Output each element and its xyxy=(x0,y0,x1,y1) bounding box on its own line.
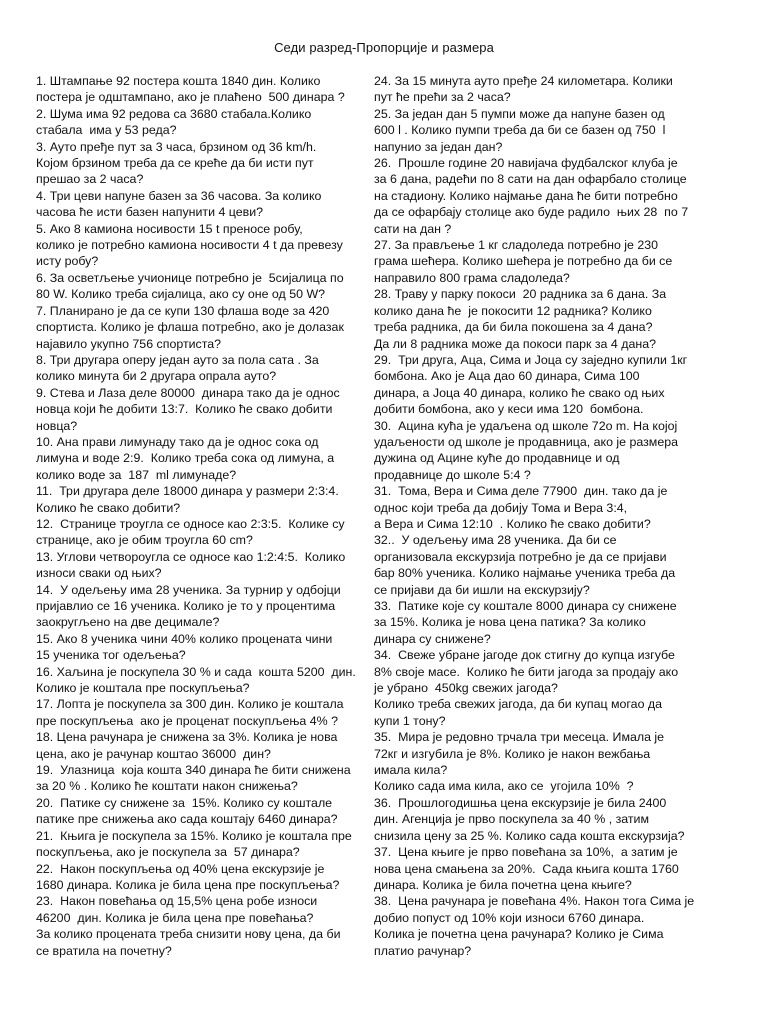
text-line: спортиста. Колико је флаша потребно, ако је долазак xyxy=(36,320,344,335)
text-line: 72кг и изгубила је 8%. Колико је након вежбања xyxy=(374,746,651,761)
text-line: динара су снижене? xyxy=(374,631,491,646)
text-line: 5. Ако 8 камиона носивости 15 t преносе робу, xyxy=(36,221,303,236)
text-line: 27. За прављење 1 кг сладоледа потребно је 230 xyxy=(374,238,659,253)
text-line: исту робу? xyxy=(36,254,99,269)
text-line: напунио за један дан? xyxy=(374,139,503,154)
text-line: 3. Ауто пређе пут за 3 часа, брзином од 36 km/h. xyxy=(36,139,317,154)
text-line: 28. Траву у парку покоси 20 радника за 6 дана. За xyxy=(374,287,667,302)
text-line: Којом брзином треба да се креће да би исти пут xyxy=(36,156,314,171)
text-line: се пријави да би ишли на екскурзију? xyxy=(374,582,590,597)
text-line: 600 l . Колико пумпи треба да би се базен од 750 l xyxy=(374,123,666,138)
text-line: Колико сада има кила, ако се угојила 10% ? xyxy=(374,779,634,794)
text-line: 12. Странице троугла се односе као 2:3:5. Колике су xyxy=(36,516,345,531)
text-line: прешао за 2 часа? xyxy=(36,172,144,187)
text-line: новца? xyxy=(36,418,78,433)
text-line: 36. Прошлогодишња цена екскурзије је била 2400 xyxy=(374,795,667,810)
text-line: Колико ће свако добити? xyxy=(36,500,181,515)
text-line: 23. Након повећања од 15,5% цена робе износи xyxy=(36,894,318,909)
text-line: 26. Прошле године 20 навијача фудбалског клуба је xyxy=(374,156,678,171)
text-line: снизила цену за 25 %. Колико сада кошта екскурзија? xyxy=(374,828,685,843)
text-line: за 15%. Колика је нова цена патика? За колико xyxy=(374,615,646,630)
text-line: Да ли 8 радника може да покоси парк за 4 дана? xyxy=(374,336,656,351)
text-line: добио попуст од 10% који износи 6760 динара. xyxy=(374,910,645,925)
text-line: 6. За осветљење учионице потребно је 5сијалица по xyxy=(36,270,344,285)
text-line: направило 800 грама сладоледа? xyxy=(374,270,570,285)
text-line: колико минута би 2 другара опрала ауто? xyxy=(36,369,277,384)
text-line: 22. Након поскупљења од 40% цена екскурзије је xyxy=(36,861,325,876)
text-line: динара. Колика је била почетна цена књиге? xyxy=(374,877,632,892)
text-line: добити бомбона, ако у кеси има 120 бомбона. xyxy=(374,402,644,417)
text-line: 13. Углови четвороугла се односе као 1:2:4:5. Колико xyxy=(36,549,346,564)
text-line: 14. У одељењу има 28 ученика. За турнир у одбојци xyxy=(36,582,341,597)
text-line: 9. Стева и Лаза деле 80000 динара тако да је однос xyxy=(36,385,340,400)
text-line: 15. Ако 8 ученика чини 40% колико процената чини xyxy=(36,631,333,646)
text-line: сати на дан ? xyxy=(374,221,452,236)
text-line: пре поскупљења ако је проценат поскупљења 4% ? xyxy=(36,713,338,728)
text-line: 21. Књига је поскупела за 15%. Колико је коштала пре xyxy=(36,828,352,843)
text-line: 37. Цена књиге је прво повећана за 10%, а затим је xyxy=(374,845,678,860)
text-line: удаљености од школе је продавница, ако је размера xyxy=(374,434,678,449)
text-line: 25. За један дан 5 пумпи може да напуне базен од xyxy=(374,106,665,121)
text-line: 24. За 15 минута ауто пређе 24 километара. Колики xyxy=(374,74,673,88)
text-line: 17. Лопта је поскупела за 300 дин. Колико је коштала xyxy=(36,697,344,712)
text-line: 33. Патике које су коштале 8000 динара су снижене xyxy=(374,599,677,613)
text-line: 46200 дин. Колика је била цена пре повећања? xyxy=(36,910,314,925)
text-line: Колико је коштала пре поскупљења? xyxy=(36,681,250,696)
text-line: За колико процената треба снизити нову цена, да би xyxy=(36,927,341,942)
text-line: нова цена смањена за 20%. Сада књига кошта 1760 xyxy=(374,861,679,876)
text-line: грама шећера. Колико шећера је потребно да би се xyxy=(374,254,673,269)
text-line: 31. Тома, Вера и Сима деле 77900 дин. тако да је xyxy=(374,484,668,499)
text-line: треба радника, да би била покошена за 4 дана? xyxy=(374,320,653,335)
right-column xyxy=(374,73,724,959)
text-line: 29. Три друга, Аца, Сима и Јоца су заједно купили 1кг xyxy=(374,352,688,367)
text-line: колико дана ће је покосити 12 радника? Колико xyxy=(374,303,652,318)
text-line: а Вера и Сима 12:10 . Колико ће свако добити? xyxy=(374,516,651,531)
text-line: платио рачунар? xyxy=(374,943,472,958)
text-line: да се офарбају столице ако буде радило њих 28 по 7 xyxy=(374,205,689,220)
text-line: за 20 % . Колико ће коштати након снижења? xyxy=(36,779,298,794)
text-line: 30. Ацина кућа је удаљена од школе 72о m. На којој xyxy=(374,418,678,433)
left-column xyxy=(36,73,378,959)
text-line: патике пре снижења ако сада коштају 6460 динара? xyxy=(36,812,338,827)
text-line: 16. Хаљина је поскупела 30 % и сада кошта 5200 дин. xyxy=(36,664,356,679)
text-line: 32.. У одељењу има 28 ученика. Да би се xyxy=(374,533,617,548)
text-line: 7. Планирано је да се купи 130 флаша воде за 420 xyxy=(36,303,330,318)
text-line: часова ће исти базен напунити 4 цеви? xyxy=(36,205,264,220)
text-line: Колико треба свежих јагода, да би купац могао да xyxy=(374,697,663,712)
text-line: купи 1 тону? xyxy=(374,713,446,728)
text-line: Колика је почетна цена рачунара? Колико је Сима xyxy=(374,927,664,942)
text-line: странице, ако је обим троугла 60 cm? xyxy=(36,533,253,548)
text-line: однос који треба да добију Тома и Вера 3:4, xyxy=(374,500,628,515)
text-line: динара, а Јоца 40 динара, колико ће свако од њих xyxy=(374,385,665,400)
text-line: 10. Ана прави лимунаду тако да је однос сока од xyxy=(36,434,319,449)
text-line: пут ће прећи за 2 часа? xyxy=(374,90,511,105)
text-line: на стадиону. Колико најмање дана ће бити потребно xyxy=(374,188,678,203)
text-line: стабала има у 53 реда? xyxy=(36,123,177,138)
text-line: се вратила на почетну? xyxy=(36,943,172,958)
text-line: организовала екскурзија потребно је да се пријави xyxy=(374,549,667,564)
text-line: 15 ученика тог одељења? xyxy=(36,648,186,663)
text-line: 11. Три другара деле 18000 динара у размери 2:3:4. xyxy=(36,484,339,499)
text-line: 4. Три цеви напуне базен за 36 часова. За колико xyxy=(36,188,322,203)
page-title: Седи разред-Пропорције и размера xyxy=(274,40,494,55)
text-line: дин. Агенција је прво поскупела за 40 % , затим xyxy=(374,812,649,827)
text-line: продавнице до школе 5:4 ? xyxy=(374,467,531,482)
text-line: износи сваки од њих? xyxy=(36,566,162,581)
text-line: дужина од Ацине куће до продавнице и од xyxy=(374,451,620,466)
text-line: за 6 дана, радећи по 8 сати на дан офарбало столице xyxy=(374,172,687,187)
text-line: 38. Цена рачунара је повећана 4%. Након тога Сима је xyxy=(374,894,695,909)
text-line: 1680 динара. Колика је била цена пре поскупљења? xyxy=(36,877,340,892)
text-line: заокругљено на две децимале? xyxy=(36,615,220,630)
text-line: пријавлио се 16 ученика. Колико је то у процентима xyxy=(36,599,336,613)
text-line: постера је одштампано, ако је плаћено 500 динара ? xyxy=(36,90,345,105)
text-line: колико је потребно камиона носивости 4 t да превезу xyxy=(36,238,343,253)
text-line: је убрано 450kg свежих јагода? xyxy=(374,681,558,696)
text-line: 8. Три другара оперу један ауто за пола сата . За xyxy=(36,352,319,367)
text-line: 80 W. Колико треба сијалица, ако су оне од 50 W? xyxy=(36,287,326,302)
text-line: 2. Шума има 92 редова са 3680 стабала.Колико xyxy=(36,106,312,121)
text-line: 34. Свеже убране јагоде док стигну до купца изгубе xyxy=(374,648,675,663)
text-line: 20. Патике су снижене за 15%. Колико су коштале xyxy=(36,795,333,810)
text-line: бомбона. Ако је Аца дао 60 динара, Сима 100 xyxy=(374,369,640,384)
text-line: лимуна и воде 2:9. Колико треба сока од лимуна, а xyxy=(36,451,335,466)
text-line: 35. Мира је редовно трчала три месеца. Имала је xyxy=(374,730,665,745)
text-line: бар 80% ученика. Колико најмање ученика треба да xyxy=(374,566,676,581)
text-line: 18. Цена рачунара је снижена за 3%. Колика је нова xyxy=(36,730,338,745)
text-line: поскупљења, ако је поскупела за 57 динара? xyxy=(36,845,300,860)
text-line: најавило укупно 756 спортиста? xyxy=(36,336,222,351)
text-line: колико воде за 187 ml лимунаде? xyxy=(36,467,237,482)
text-line: 8% своје масе. Колико ће бити јагода за продају ако xyxy=(374,664,679,679)
text-line: 19. Улазница која кошта 340 динара ће бити снижена xyxy=(36,763,351,778)
text-line: новца који ће добити 13:7. Колико ће свако добити xyxy=(36,402,333,417)
text-line: 1. Штампање 92 постера кошта 1840 дин. Колико xyxy=(36,74,321,88)
text-line: цена, ако је рачунар коштао 36000 дин? xyxy=(36,746,271,761)
text-line: имала кила? xyxy=(374,763,448,778)
